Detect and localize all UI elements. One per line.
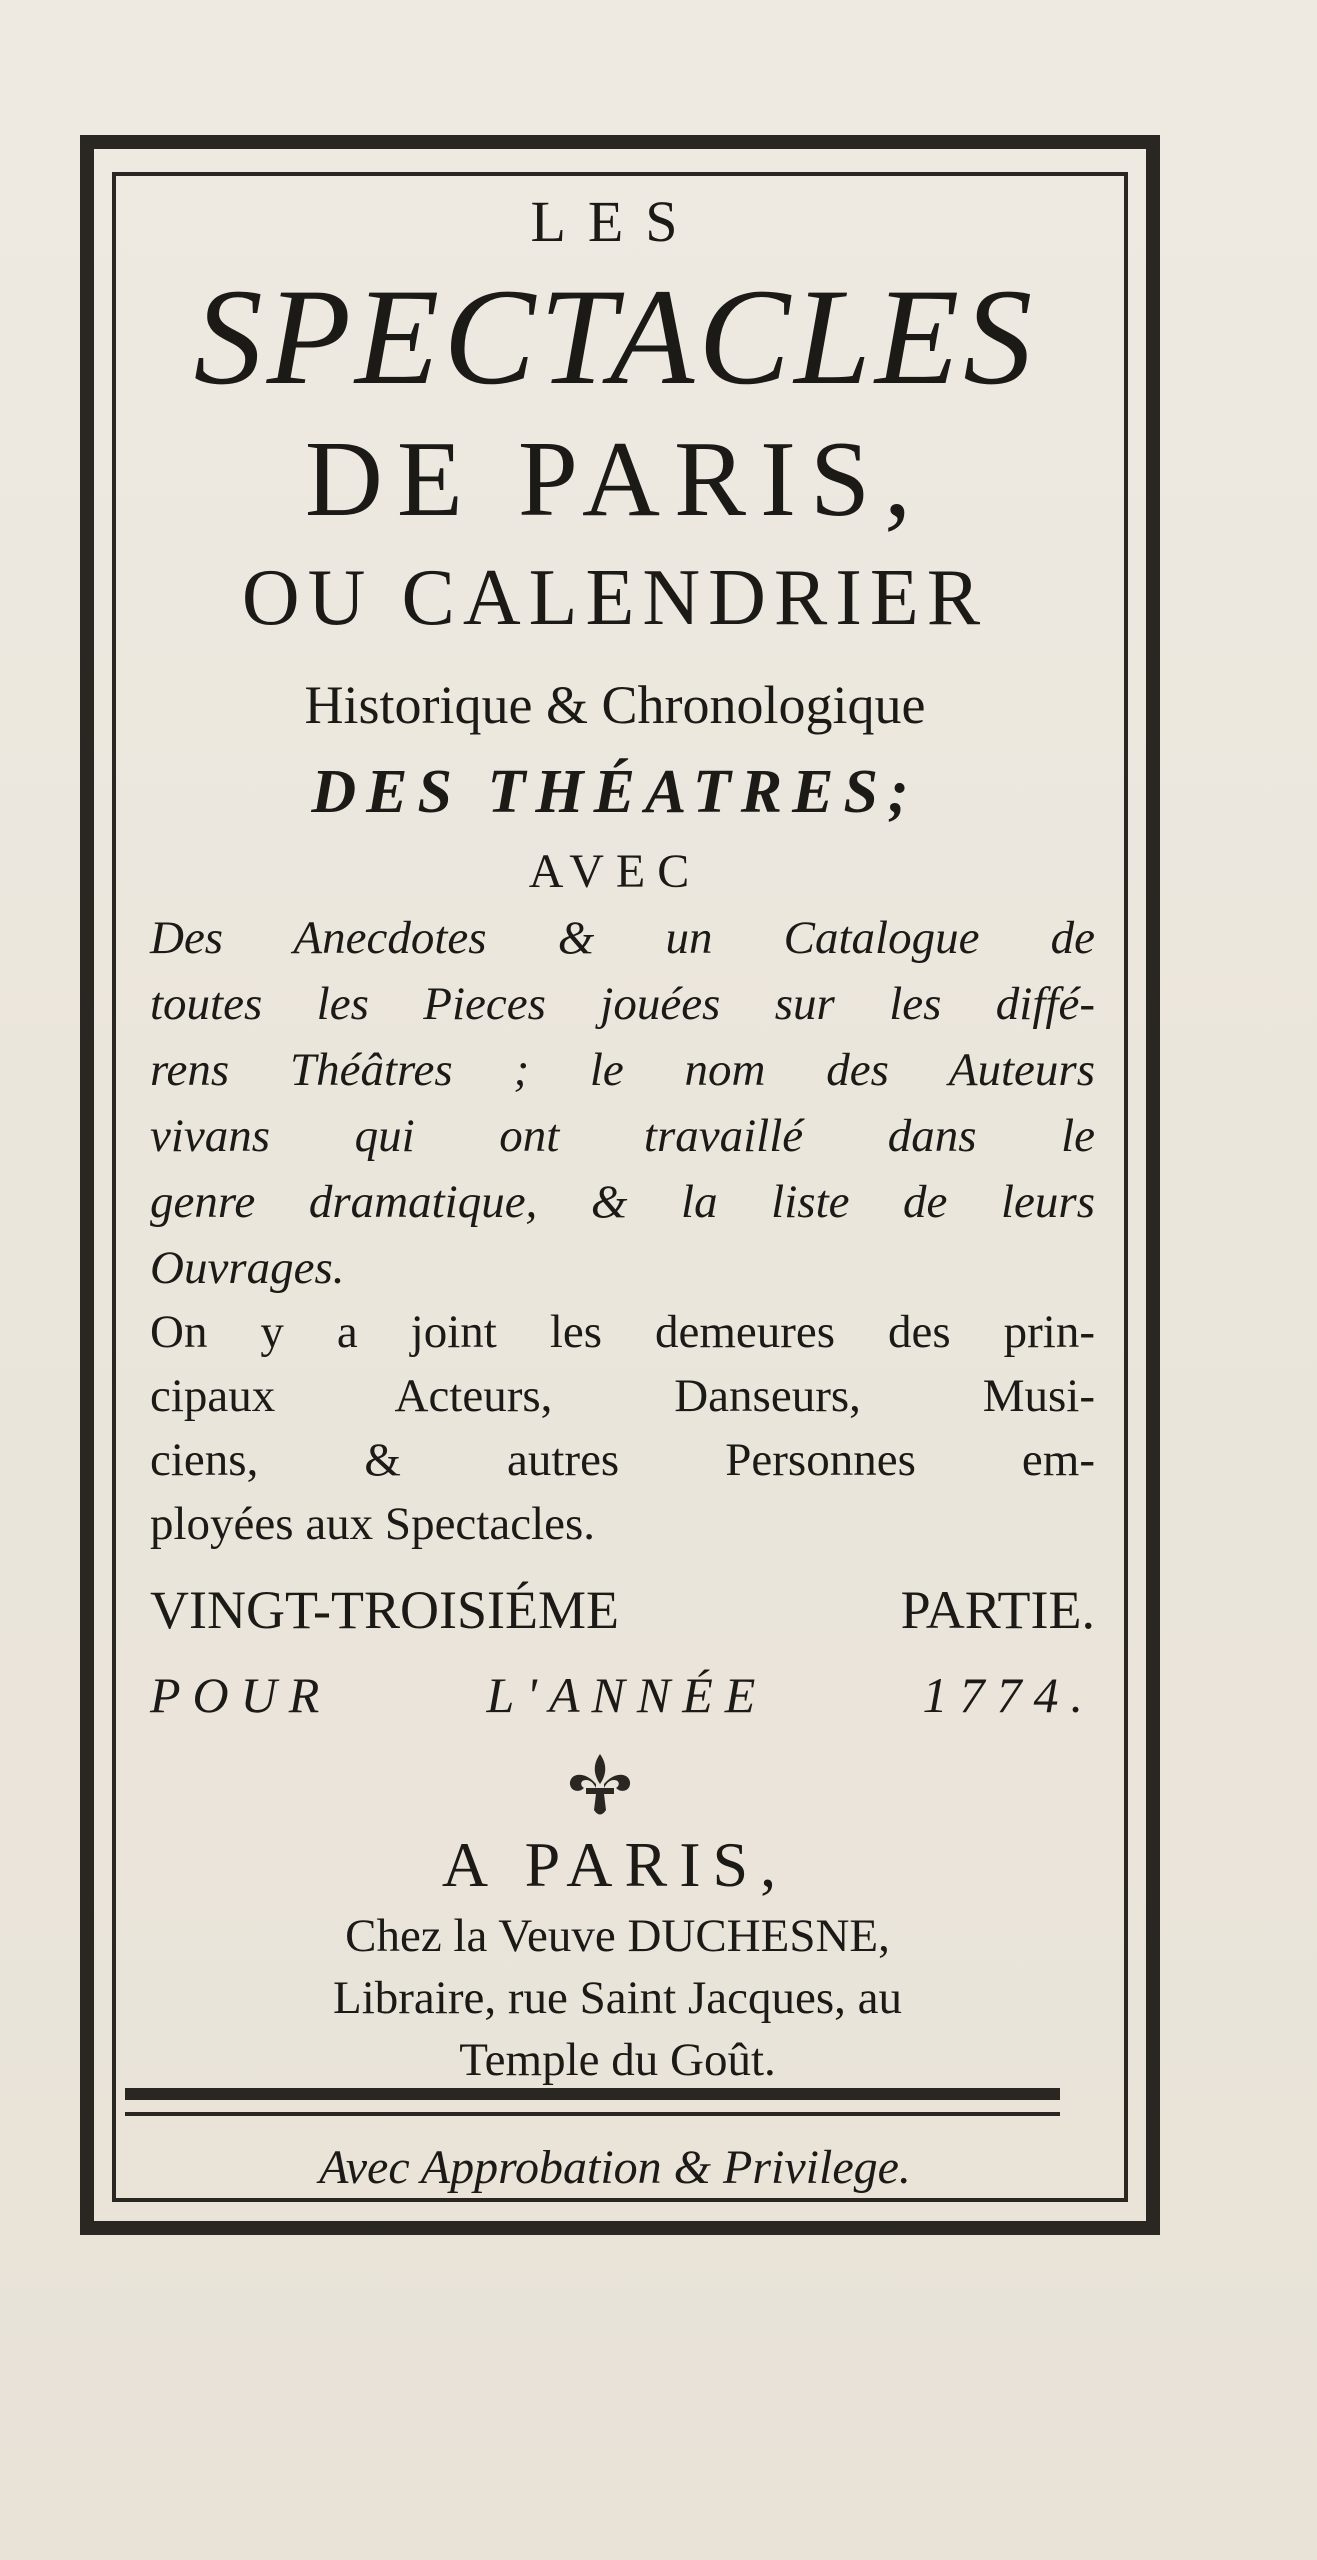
description-line: rens Théâtres ; le nom des Auteurs bbox=[150, 1044, 1095, 1096]
addresses-line: On y a joint les demeures des prin- bbox=[150, 1306, 1095, 1358]
title-les: LES bbox=[530, 189, 700, 254]
imprint-line: Temple du Goût. bbox=[459, 2034, 776, 2086]
imprint-line: Libraire, rue Saint Jacques, au bbox=[332, 1972, 902, 2024]
imprint-line: Chez la Veuve DUCHESNE, bbox=[345, 1910, 890, 1962]
title-de-paris: DE PARIS, bbox=[304, 420, 926, 539]
volume-partie: VINGT-TROISIÉME PARTIE. bbox=[150, 1580, 1095, 1640]
description-line: Des Anecdotes & un Catalogue de bbox=[150, 912, 1095, 964]
approbation-line: Avec Approbation & Privilege. bbox=[319, 2141, 911, 2194]
addresses-line: cipaux Acteurs, Danseurs, Musi- bbox=[150, 1370, 1095, 1422]
fleur-de-lis-icon bbox=[560, 1750, 640, 1820]
title-spectacles: SPECTACLES bbox=[193, 260, 1037, 413]
subtitle-des-theatres: DES THÉATRES; bbox=[311, 758, 919, 826]
divider-thick-rule bbox=[125, 2088, 1060, 2100]
description-line: vivans qui ont travaillé dans le bbox=[150, 1110, 1095, 1162]
description-line: genre dramatique, & la liste de leurs bbox=[150, 1176, 1095, 1228]
heading-avec: AVEC bbox=[528, 845, 702, 898]
subtitle-historique: Historique & Chronologique bbox=[304, 675, 926, 735]
addresses-line: ciens, & autres Personnes em- bbox=[150, 1434, 1095, 1486]
description-paragraph bbox=[150, 905, 1095, 1301]
addresses-line: ployées aux Spectacles. bbox=[150, 1498, 596, 1550]
place-a-paris: A PARIS, bbox=[441, 1829, 789, 1900]
description-line: toutes les Pieces jouées sur les diffé- bbox=[150, 978, 1095, 1030]
divider-thin-rule bbox=[125, 2112, 1060, 2116]
description-line: Ouvrages. bbox=[150, 1242, 345, 1294]
year-line: POUR L'ANNÉE 1774. bbox=[150, 1667, 1095, 1723]
publisher-imprint bbox=[140, 1905, 1095, 2091]
addresses-paragraph bbox=[150, 1300, 1095, 1556]
title-ou-calendrier: OU CALENDRIER bbox=[241, 554, 989, 642]
